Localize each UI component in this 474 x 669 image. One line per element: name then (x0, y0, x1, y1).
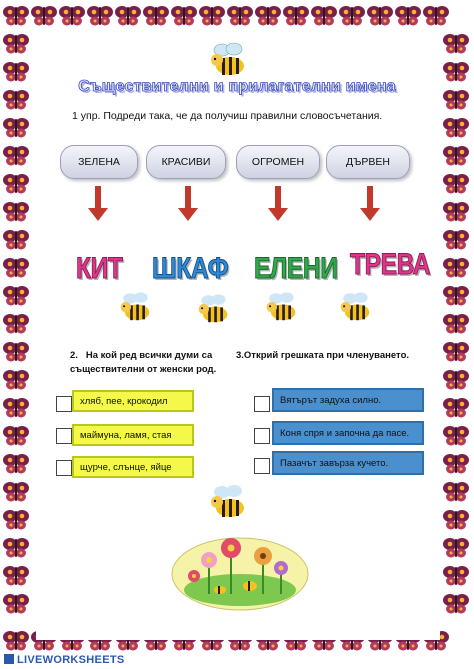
butterfly-icon (443, 398, 469, 418)
butterfly-icon (3, 34, 29, 54)
noun-word[interactable]: ТРЕВА (350, 248, 431, 281)
butterfly-icon (199, 6, 225, 26)
butterfly-icon (443, 258, 469, 278)
butterfly-icon (443, 118, 469, 138)
butterfly-icon (3, 594, 29, 614)
butterfly-icon (443, 34, 469, 54)
liveworksheets-logo-icon (4, 654, 14, 664)
bee-illustration (264, 288, 304, 328)
butterfly-icon (3, 426, 29, 446)
butterfly-icon (443, 454, 469, 474)
butterfly-icon (443, 90, 469, 110)
butterfly-icon (283, 6, 309, 26)
butterfly-icon (443, 174, 469, 194)
exercise2-question (70, 349, 216, 377)
butterfly-icon (171, 6, 197, 26)
bee-illustration (208, 42, 254, 80)
adjective-chip[interactable]: ДЪРВЕН (326, 145, 410, 179)
butterfly-icon (3, 566, 29, 586)
butterfly-icon (443, 286, 469, 306)
butterfly-icon (443, 594, 469, 614)
butterfly-icon (3, 174, 29, 194)
butterfly-icon (3, 342, 29, 362)
exercise2-question-line2: съществителни от женски род. (70, 364, 217, 375)
exercise2-option: хляб, пее, крокодил (72, 390, 194, 412)
noun-word[interactable]: КИТ (76, 252, 123, 285)
footer-brand (4, 654, 125, 666)
exercise3-option: Пазачът завърза кучето. (272, 451, 424, 475)
butterfly-icon (311, 6, 337, 26)
bee-illustration (208, 482, 254, 524)
butterfly-icon (395, 6, 421, 26)
butterfly-icon (367, 6, 393, 26)
noun-word[interactable]: ШКАФ (152, 252, 229, 285)
butterfly-icon (443, 230, 469, 250)
adjective-chip[interactable]: ЗЕЛЕНА (60, 145, 138, 179)
exercise3-question: 3.Открий грешката при членуването. (236, 350, 410, 361)
exercise2-question-line1: На кой ред всички думи са (85, 350, 213, 361)
butterfly-icon (443, 566, 469, 586)
butterfly-icon (443, 342, 469, 362)
butterfly-icon (227, 6, 253, 26)
down-arrow-icon (88, 186, 108, 222)
exercise1-instruction: 1 упр. Подреди така, че да получиш правилни словосъчетания. (72, 110, 383, 122)
footer-brand-text: LIVEWORKSHEETS (17, 654, 125, 666)
worksheet-title: Съществителни и прилагателни имена (78, 78, 396, 95)
butterfly-icon (255, 6, 281, 26)
down-arrow-icon (268, 186, 288, 222)
butterfly-icon (87, 6, 113, 26)
butterfly-icon (3, 454, 29, 474)
butterfly-icon (59, 6, 85, 26)
adjective-chip[interactable]: КРАСИВИ (146, 145, 226, 179)
down-arrow-icon (178, 186, 198, 222)
butterfly-icon (3, 398, 29, 418)
butterfly-icon (3, 62, 29, 82)
butterfly-icon (3, 482, 29, 502)
butterfly-icon (3, 510, 29, 530)
exercise2-option: маймуна, ламя, стая (72, 424, 194, 446)
butterfly-icon (3, 631, 29, 651)
butterfly-icon (143, 6, 169, 26)
butterfly-icon (3, 90, 29, 110)
butterfly-icon (443, 482, 469, 502)
butterfly-icon (443, 510, 469, 530)
butterfly-icon (3, 538, 29, 558)
butterfly-icon (115, 6, 141, 26)
exercise2-checkbox[interactable] (56, 460, 72, 476)
butterfly-icon (443, 314, 469, 334)
butterfly-icon (3, 314, 29, 334)
exercise2-checkbox[interactable] (56, 428, 72, 444)
butterfly-icon (3, 258, 29, 278)
butterfly-icon (443, 202, 469, 222)
butterfly-icon (3, 286, 29, 306)
bee-illustration (338, 288, 378, 328)
exercise2-number: 2. (70, 350, 78, 361)
adjective-chip[interactable]: ОГРОМЕН (236, 145, 320, 179)
butterfly-icon (443, 146, 469, 166)
down-arrow-icon (360, 186, 380, 222)
butterfly-icon (3, 118, 29, 138)
butterfly-icon (3, 146, 29, 166)
butterfly-icon (31, 6, 57, 26)
noun-word[interactable]: ЕЛЕНИ (254, 252, 338, 285)
butterfly-icon (3, 6, 29, 26)
butterfly-icon (3, 202, 29, 222)
exercise3-checkbox[interactable] (254, 428, 270, 444)
butterfly-icon (443, 426, 469, 446)
exercise3-option: Вятърът задуха силно. (272, 388, 424, 412)
butterfly-icon (3, 370, 29, 390)
butterfly-icon (443, 370, 469, 390)
bee-illustration (118, 288, 158, 328)
exercise3-checkbox[interactable] (254, 396, 270, 412)
exercise2-checkbox[interactable] (56, 396, 72, 412)
butterfly-icon (339, 6, 365, 26)
exercise3-checkbox[interactable] (254, 458, 270, 474)
exercise2-option: щурче, слънце, яйце (72, 456, 194, 478)
butterfly-icon (423, 6, 449, 26)
bee-illustration (196, 290, 236, 330)
butterfly-icon (3, 230, 29, 250)
butterfly-icon (443, 538, 469, 558)
exercise3-option: Коня спря и започна да пасе. (272, 421, 424, 445)
flower-meadow-illustration (170, 528, 310, 612)
butterfly-icon (443, 62, 469, 82)
